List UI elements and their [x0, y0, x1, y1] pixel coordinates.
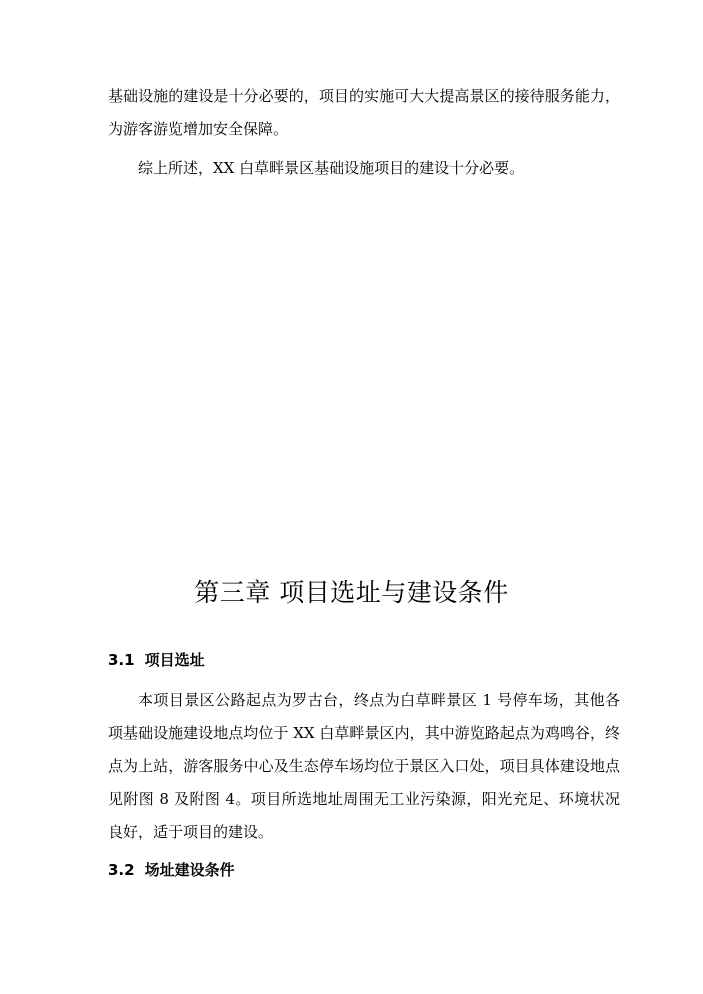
section-title: 项目选址 [144, 651, 205, 669]
body-paragraph-infrastructure: 基础设施的建设是十分必要的，项目的实施可大大提高景区的接待服务能力，为游客游览增加安全保障。 [108, 87, 620, 138]
body-paragraph-summary: 综上所述，XX 白草畔景区基础设施项目的建设十分必要。 [138, 159, 525, 177]
body-paragraph-site-selection: 本项目景区公路起点为罗古台，终点为白草畔景区 1 号停车场，其他各项基础设施建设地点均位于 XX 白草畔景区内，其中游览路起点为鸡鸣谷，终点为上站，游客服务中心及生态停车场均位于景区入口处，项目具体建设地点见附图 8 及附图 4。项目所选地址周围无工业污染源，阳光充足、环境状况良好，适于项目的建设。 [108, 691, 620, 841]
section-heading-3-1 [108, 648, 205, 672]
section-number: 3.1 [108, 651, 135, 669]
section-title: 场址建设条件 [144, 861, 235, 879]
chapter-title: 第三章 项目选址与建设条件 [194, 578, 509, 607]
section-number: 3.2 [108, 861, 135, 879]
section-heading-3-2 [108, 858, 235, 882]
